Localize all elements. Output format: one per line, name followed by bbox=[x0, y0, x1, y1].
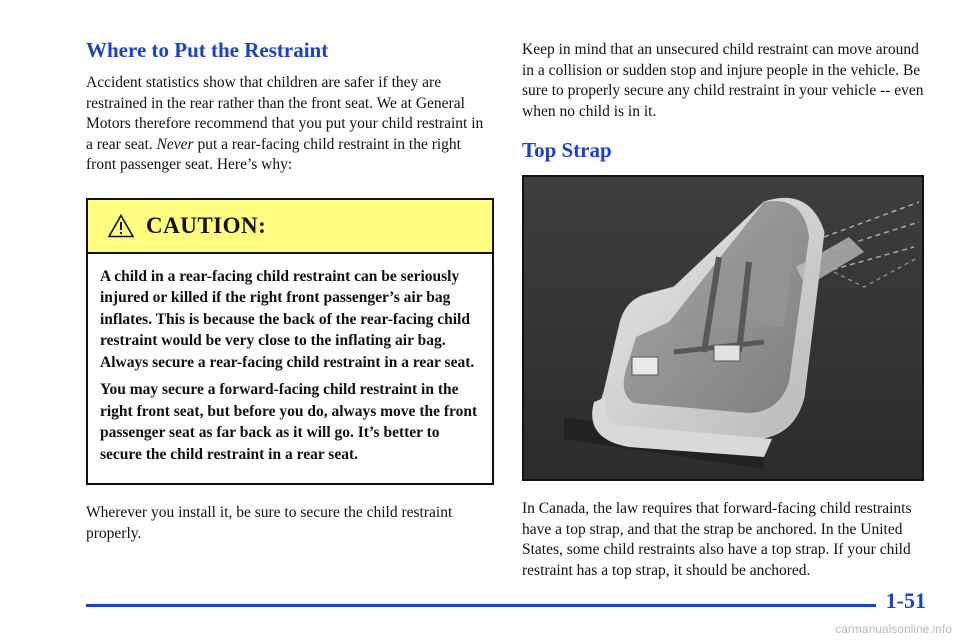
intro-text-end: put a rear-facing child restraint in the right front passenger seat. Here’s why: bbox=[86, 135, 461, 173]
child-seat-illustration bbox=[524, 177, 922, 479]
caution-paragraph-1: A child in a rear-facing child restraint can be seriously injured or killed if the right front passenger’s air bag inflates. This is because the back of the rear-facing child restraint would be very close to the inflating air bag. Always secure a rear-facing child restraint in a rear seat. bbox=[100, 267, 475, 371]
caution-title: CAUTION: bbox=[146, 212, 267, 238]
caution-body bbox=[88, 254, 492, 484]
footer-rule bbox=[86, 604, 876, 607]
unsecured-restraint-paragraph: Keep in mind that an unsecured child restraint can move around in a collision or sudden stop and injure people in the vehicle. Be sure to properly secure any child restraint in your vehicle -- even when no child is in it. bbox=[522, 41, 924, 120]
intro-emphasis: Never bbox=[156, 135, 194, 153]
left-column bbox=[86, 38, 494, 544]
intro-paragraph bbox=[86, 73, 494, 176]
section-heading-restraint: Where to Put the Restraint bbox=[86, 38, 329, 62]
caution-header bbox=[88, 200, 492, 254]
closing-paragraph: Wherever you install it, be sure to secure the child restraint properly. bbox=[86, 504, 453, 542]
caution-box bbox=[86, 198, 494, 486]
warning-icon bbox=[108, 214, 134, 238]
child-seat-photo bbox=[522, 175, 924, 481]
page-number: 1-51 bbox=[885, 588, 926, 613]
intro-text-start: Accident statistics show that children are safer if they are restrained in the rear rather than the front seat. We at General Motors therefore recommend that you put your child restraint in a rear seat. bbox=[86, 74, 484, 153]
watermark: carmanualsonline.info bbox=[835, 622, 952, 636]
top-strap-paragraph: In Canada, the law requires that forward-facing child restraints have a top strap, and that the strap be anchored. In the United States, some child restraints also have a top strap. If your child restraint has a top strap, it should be anchored. bbox=[522, 500, 912, 579]
caution-paragraph-2: You may secure a forward-facing child restraint in the right front seat, but before you do, always move the front passenger seat as far back as it will go. It’s better to secure the child restraint in a rear seat. bbox=[100, 381, 478, 463]
right-column bbox=[522, 40, 927, 581]
section-heading-top-strap: Top Strap bbox=[522, 138, 612, 162]
